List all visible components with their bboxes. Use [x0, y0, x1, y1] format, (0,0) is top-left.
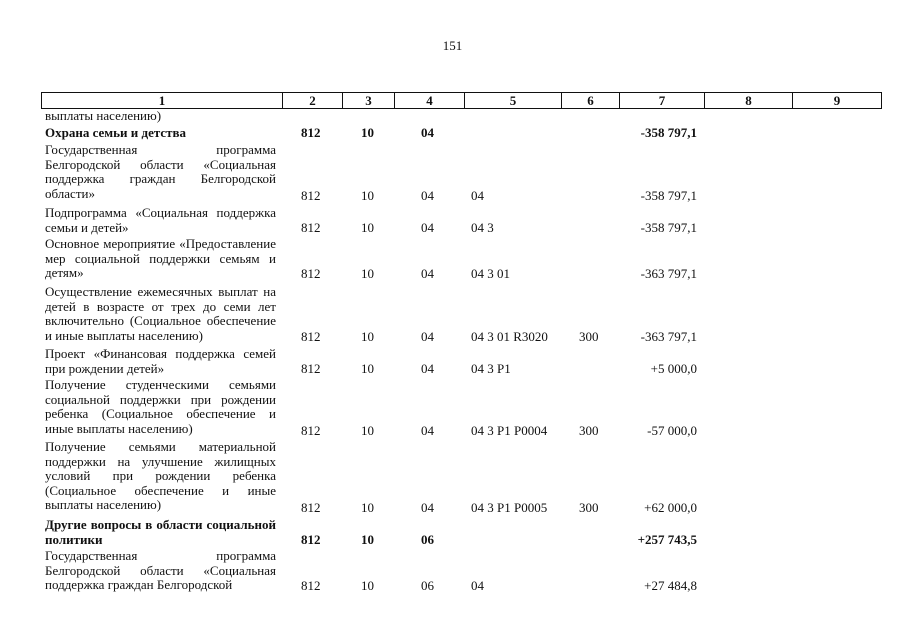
row-target-article: 04 3 01 — [471, 266, 510, 281]
row-amount: -57 000,0 — [647, 423, 697, 438]
row-admin-code: 812 — [301, 423, 321, 438]
row-admin-code: 812 — [301, 266, 321, 281]
row-amount: -363 797,1 — [640, 329, 697, 344]
row-expense-type: 300 — [579, 500, 599, 515]
row-section-code: 10 — [361, 266, 374, 281]
row-description: Осуществление ежемесячных выплат на детей в возрасте от трех до семи лет включительно (Социальное обеспечение и иные выплаты населению) — [45, 284, 276, 343]
row-section-code: 10 — [361, 125, 374, 140]
row-amount: +257 743,5 — [637, 532, 697, 547]
row-subsection-code: 04 — [421, 423, 434, 438]
row-subsection-code: 04 — [421, 266, 434, 281]
row-admin-code: 812 — [301, 329, 321, 344]
row-description: Получение семьями материальной поддержки на улучшение жилищных условий при рождении ребенка (Социальное обеспечение и иные выплаты населению) — [45, 439, 276, 512]
row-target-article: 04 — [471, 188, 484, 203]
row-amount: -363 797,1 — [640, 266, 697, 281]
row-admin-code: 812 — [301, 578, 321, 593]
row-section-code: 10 — [361, 188, 374, 203]
row-admin-code: 812 — [301, 361, 321, 376]
row-amount: -358 797,1 — [640, 125, 697, 140]
row-subsection-code: 04 — [421, 500, 434, 515]
column-header-1: 1 — [42, 93, 283, 109]
row-target-article: 04 3 01 R3020 — [471, 329, 548, 344]
column-header-row — [42, 93, 882, 109]
row-subsection-code: 04 — [421, 188, 434, 203]
row-admin-code: 812 — [301, 220, 321, 235]
column-header-9: 9 — [793, 93, 882, 109]
row-admin-code: 812 — [301, 125, 321, 140]
row-description: Государственная программа Белгородской области «Социальная поддержка граждан Белгородской — [45, 548, 276, 592]
row-target-article: 04 3 — [471, 220, 494, 235]
column-header-7: 7 — [620, 93, 705, 109]
row-expense-type: 300 — [579, 329, 599, 344]
row-subsection-code: 06 — [421, 532, 434, 547]
row-target-article: 04 3 P1 P0004 — [471, 423, 548, 438]
row-description: Другие вопросы в области социальной политики — [45, 517, 276, 547]
row-amount: -358 797,1 — [640, 220, 697, 235]
column-header-3: 3 — [343, 93, 395, 109]
row-amount: +62 000,0 — [644, 500, 697, 515]
row-section-code: 10 — [361, 220, 374, 235]
row-target-article: 04 3 P1 — [471, 361, 511, 376]
column-header-8: 8 — [705, 93, 793, 109]
continuation-text: выплаты населению) — [45, 108, 162, 123]
column-header-6: 6 — [562, 93, 620, 109]
row-expense-type: 300 — [579, 423, 599, 438]
row-amount: +27 484,8 — [644, 578, 697, 593]
row-description: Получение студенческими семьями социальной поддержки при рождении ребенка (Социальное обеспечение и иные выплаты населению) — [45, 377, 276, 436]
page-number: 151 — [442, 38, 463, 53]
row-section-code: 10 — [361, 578, 374, 593]
row-amount: -358 797,1 — [640, 188, 697, 203]
row-subsection-code: 04 — [421, 361, 434, 376]
row-target-article: 04 — [471, 578, 484, 593]
column-header-5: 5 — [465, 93, 562, 109]
row-description: Подпрограмма «Социальная поддержка семьи и детей» — [45, 205, 276, 235]
column-header-table — [41, 92, 882, 109]
row-target-article: 04 3 P1 P0005 — [471, 500, 548, 515]
column-header-2: 2 — [283, 93, 343, 109]
row-description: Основное мероприятие «Предоставление мер социальной поддержки семьям и детям» — [45, 236, 276, 280]
row-section-code: 10 — [361, 532, 374, 547]
row-section-code: 10 — [361, 423, 374, 438]
row-admin-code: 812 — [301, 532, 321, 547]
row-subsection-code: 04 — [421, 329, 434, 344]
row-subsection-code: 04 — [421, 220, 434, 235]
row-description: Охрана семьи и детства — [45, 125, 187, 140]
row-subsection-code: 04 — [421, 125, 434, 140]
row-subsection-code: 06 — [421, 578, 434, 593]
row-description: Государственная программа Белгородской области «Социальная поддержка граждан Белгородской области» — [45, 142, 276, 201]
row-section-code: 10 — [361, 329, 374, 344]
row-admin-code: 812 — [301, 188, 321, 203]
row-admin-code: 812 — [301, 500, 321, 515]
row-amount: +5 000,0 — [650, 361, 697, 376]
row-section-code: 10 — [361, 500, 374, 515]
row-section-code: 10 — [361, 361, 374, 376]
row-description: Проект «Финансовая поддержка семей при рождении детей» — [45, 346, 276, 376]
column-header-4: 4 — [395, 93, 465, 109]
